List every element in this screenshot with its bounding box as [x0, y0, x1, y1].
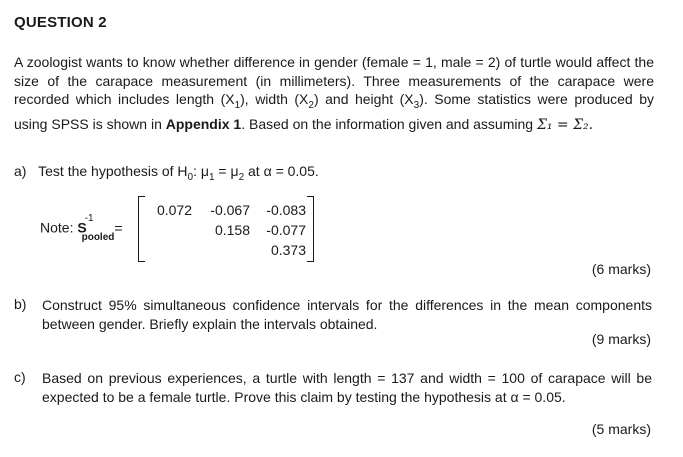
matrix-note: [40, 213, 137, 244]
part-c-question: Based on previous experiences, a turtle with length = 137 and width = 100 of carapace will be expected to be a female turtle. Prove this claim by testing the hypothesis at α = 0.05.: [42, 370, 652, 405]
part-c-marks: (5 marks): [591, 421, 651, 437]
question-heading: QUESTION 2: [14, 14, 107, 31]
note-equals: =: [114, 219, 123, 236]
part-c-letter: c): [14, 369, 26, 385]
part-b-marks: (9 marks): [591, 331, 651, 347]
matrix-cell-r1c2: -0.067: [210, 202, 250, 218]
intro-sub-3: 3: [413, 99, 420, 111]
s-superscript: -1: [84, 213, 94, 224]
part-a-text-1: Test the hypothesis of H: [38, 163, 188, 179]
part-a-text-3: = μ: [214, 163, 239, 179]
mu-subscript-1: 1: [208, 171, 215, 183]
s-letter: S: [77, 219, 87, 236]
mu-subscript-2: 2: [238, 171, 245, 183]
intro-text-5: . Based on the information given and assuming: [241, 116, 537, 133]
matrix-cell-r2c2: 0.158: [214, 222, 250, 238]
part-b-question: Construct 95% simultaneous confidence intervals for the differences in the mean components between gender. Briefly explain the intervals obtained.: [42, 297, 652, 332]
matrix-cell-r1c3: -0.083: [266, 202, 306, 218]
matrix-cell-r3c3: 0.373: [270, 242, 306, 258]
matrix-cell-r2c3: -0.077: [266, 222, 306, 238]
appendix-reference: Appendix 1: [165, 116, 242, 133]
question-intro: [14, 53, 654, 135]
intro-text-1: A zoologist wants to know whether difference in gender (female = 1, male = 2) of turtle would affect the size of the carapace measurement (in millimeters). Three measurements of the carapace were recorded which includes length (X: [14, 54, 654, 107]
s-subscript: pooled: [81, 232, 115, 244]
intro-text-3: ) and height (X: [313, 91, 414, 107]
part-a-marks: (6 marks): [591, 261, 651, 277]
h-subscript: 0: [187, 171, 194, 183]
intro-sub-2: 2: [308, 99, 314, 111]
intro-sub-1: 1: [234, 99, 241, 111]
matrix-cell-r1c1: 0.072: [156, 202, 192, 218]
inverse-pooled-matrix: [138, 196, 314, 262]
sigma-equality: Σ₁ = Σ₂.: [536, 117, 594, 134]
intro-text-4: ). Some statistics were produced by using SPSS is shown in: [14, 91, 655, 133]
intro-text-2: ), width (X: [240, 91, 309, 107]
part-a-letter: a): [14, 163, 27, 179]
note-label: Note:: [40, 219, 78, 236]
part-b-letter: b): [14, 296, 27, 312]
matrix-right-bracket: [307, 196, 314, 262]
part-a-text-4: at α = 0.05.: [244, 163, 319, 179]
part-a-question: [14, 162, 319, 187]
part-a-text-2: : μ: [193, 163, 209, 179]
